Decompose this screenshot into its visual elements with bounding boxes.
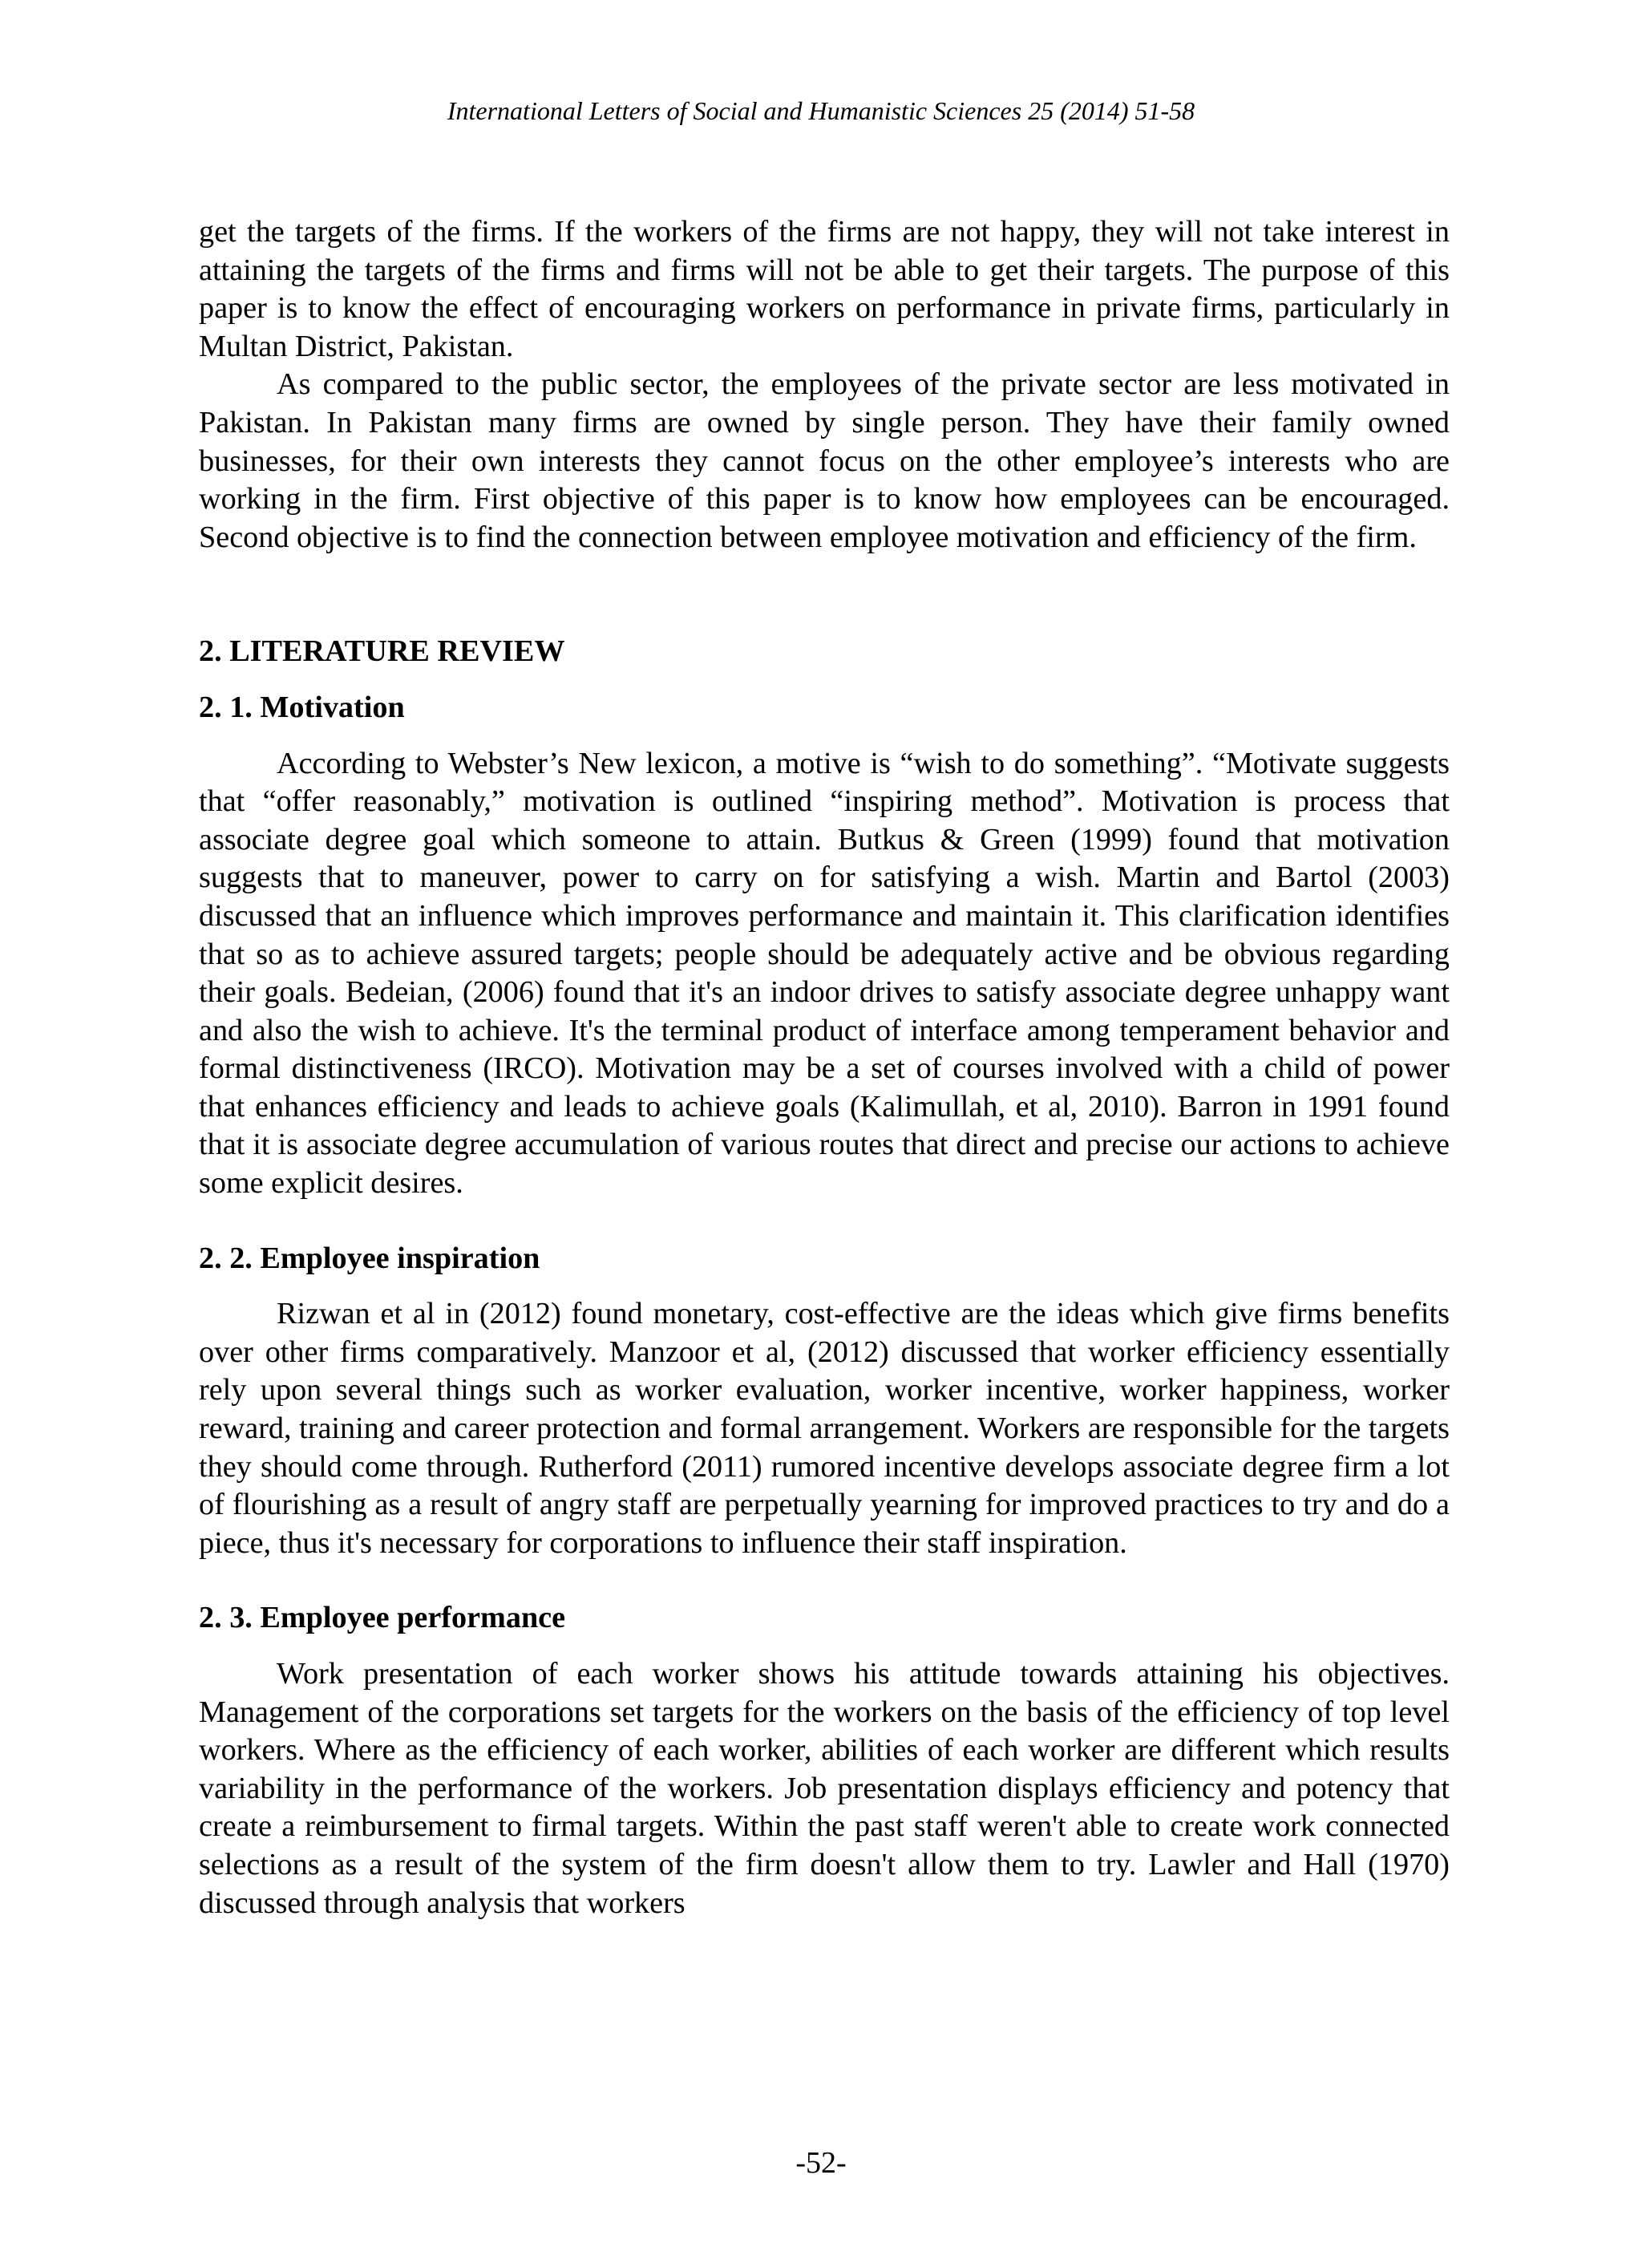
intro-paragraph-objectives: As compared to the public sector, the employees of the private sector are less motivated in Pakistan. In Pakistan many firms are owned by single person. They have their family owned businesses, for their own interests they cannot focus on the other employee’s interests who are working in the firm. First objective of this paper is to know how employees can be encouraged. Second objective is to find the connection between employee motivation and efficiency of the firm. (199, 367, 1450, 554)
intro-paragraph-continuation: get the targets of the firms. If the workers of the firms are not happy, they will not take interest in attaining the targets of the firms and firms will not be able to get their targets. The purpose of this paper is to know the effect of encouraging workers on performance in private firms, particularly in Multan District, Pakistan. (199, 215, 1450, 363)
page-body (199, 213, 1450, 1922)
subsection-heading-employee-inspiration: 2. 2. Employee inspiration (199, 1241, 540, 1275)
employee-performance-paragraph: Work presentation of each worker shows his attitude towards attaining his objectives. Management of the corporations set targets for the workers on the basis of the efficiency of top level workers. Where as the efficiency of each worker, abilities of each worker are different which results variability in the performance of the workers. Job presentation displays efficiency and potency that create a reimbursement to firmal targets. Within the past staff weren't able to create work connected selections as a result of the system of the firm doesn't allow them to try. Lawler and Hall (1970) discussed through analysis that workers (199, 1657, 1450, 1920)
journal-running-header: International Letters of Social and Humanistic Sciences 25 (2014) 51-58 (447, 96, 1195, 125)
motivation-paragraph: According to Webster’s New lexicon, a motive is “wish to do something”. “Motivate suggests that “offer reasonably,” motivation is outlined “inspiring method”. Motivation is process that associate degree goal which someone to attain. Butkus & Green (1999) found that motivation suggests that to maneuver, power to carry on for satisfying a wish. Martin and Bartol (2003) discussed that an influence which improves performance and maintain it. This clarification identifies that so as to achieve assured targets; people should be adequately active and be obvious regarding their goals. Bedeian, (2006) found that it's an indoor drives to satisfy associate degree unhappy want and also the wish to achieve. It's the terminal product of interface among temperament behavior and formal distinctiveness (IRCO). Motivation may be a set of courses involved with a child of power that enhances efficiency and leads to achieve goals (Kalimullah, et al, 2010). Barron in 1991 found that it is associate degree accumulation of various routes that direct and precise our actions to achieve some explicit desires. (199, 746, 1450, 1201)
page-number: -52- (795, 2146, 847, 2180)
subsection-heading-motivation: 2. 1. Motivation (199, 690, 405, 724)
subsection-heading-employee-performance: 2. 3. Employee performance (199, 1601, 566, 1635)
section-heading-literature-review: 2. LITERATURE REVIEW (199, 634, 565, 669)
employee-inspiration-paragraph: Rizwan et al in (2012) found monetary, cost-effective are the ideas which give firms benefits over other firms comparatively. Manzoor et al, (2012) discussed that worker efficiency essentially rely upon several things such as worker evaluation, worker incentive, worker happiness, worker reward, training and career protection and formal arrangement. Workers are responsible for the targets they should come through. Rutherford (2011) rumored incentive develops associate degree firm a lot of flourishing as a result of angry staff are perpetually yearning for improved practices to try and do a piece, thus it's necessary for corporations to influence their staff inspiration. (199, 1297, 1450, 1560)
